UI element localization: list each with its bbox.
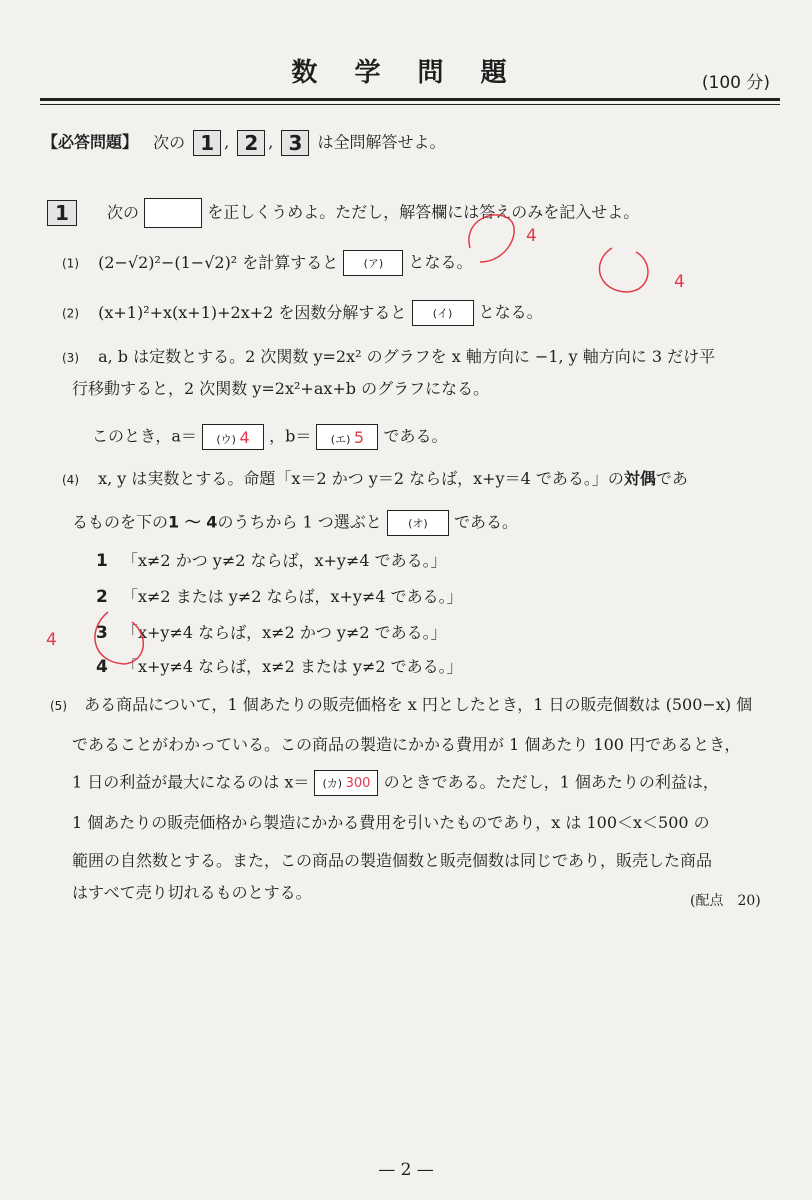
answer-box-u-label: (ウ) [216,433,236,446]
q1-number: (1) [62,256,79,271]
q5-line4: 1 個あたりの販売価格から製造にかかる費用を引いたものであり，x は 100＜x＜500 の [72,813,710,832]
handwritten-answer-x: 300 [345,776,371,791]
intro-post: を正しくうめよ。ただし，解答欄には答えのみを記入せよ。 [207,202,640,222]
q3-line3-pre: このとき，a＝ [92,426,197,446]
q3-line2: 行移動すると，2 次関数 y=2x²+ax+b のグラフになる。 [72,379,490,398]
q1-text: (2−√2)²−(1−√2)² を計算すると [98,252,339,272]
answer-box-o[interactable]: (オ) [387,510,449,536]
score-mark-q4: 4 [46,630,57,650]
answer-box-e-label: (エ) [330,433,351,446]
q5-line5: 範囲の自然数とする。また，この商品の製造個数と販売個数は同じであり，販売した商品 [72,851,713,870]
section-1-number: 1 [47,200,77,226]
q4-line1-post: であ [655,469,688,488]
q3-mid: ，b＝ [269,426,312,446]
q2-post: となる。 [478,302,543,322]
option-2-number: 2 [96,587,108,607]
page-number: — 2 — [378,1160,434,1180]
instruction-sep1: , [224,132,230,152]
answer-box-a[interactable]: (ア) [343,250,403,276]
page-title: 数 学 問 題 [291,58,521,88]
answer-box-i[interactable]: (イ) [412,300,474,326]
q5-line3-pre: 1 日の利益が最大になるのは x＝ [72,772,310,792]
score-mark-q1: 4 [526,226,537,246]
problem-box-1: 1 [193,130,221,156]
score-mark-q2: 4 [674,272,685,292]
q5-line3-post: のときである。ただし，1 個あたりの利益は， [383,772,719,792]
check-circle-q4 [95,612,143,664]
option-1-number: 1 [96,551,108,571]
option-4-text: 「x+y≠4 ならば，x≠2 または y≠2 である。」 [122,657,463,676]
q3-number: (3) [62,351,79,365]
q5-number: (5) [50,699,67,713]
q3-line1: a, b は定数とする。2 次関数 y=2x² のグラフを x 軸方向に −1, y 軸方向に 3 だけ平 [98,347,716,366]
handwritten-answer-b: 5 [353,428,365,447]
score-note: (配点 20) [690,893,761,909]
answer-box-ka-label: (カ) [322,777,343,790]
q4-number: (4) [62,473,79,487]
q3-post: である。 [383,426,448,446]
option-1-text: 「x≠2 かつ y≠2 ならば，x+y≠4 である。」 [122,551,447,570]
q4-range: 1 〜 4 [168,512,218,532]
check-circle-q1 [469,215,514,262]
option-2-text: 「x≠2 または y≠2 ならば，x+y≠4 である。」 [122,587,463,606]
option-4-number: 4 [96,657,108,677]
intro-pre: 次の [107,202,140,222]
option-3-number: 3 [96,623,108,643]
q2-number: (2) [62,306,79,321]
problem-box-2: 2 [237,130,265,156]
q4-line1-pre: x, y は実数とする。命題「x＝2 かつ y＝2 ならば，x+y＝4 である。」の [98,469,624,488]
option-3-text: 「x+y≠4 ならば，x≠2 かつ y≠2 である。」 [122,623,447,642]
check-circle-q2 [599,248,648,292]
q4-line2-post: である。 [453,512,518,532]
required-label: 【必答問題】 [42,132,139,152]
q5-line6: はすべて売り切れるものとする。 [72,883,312,902]
problem-box-3: 3 [281,130,309,156]
time-limit: (100 分) [701,73,770,93]
instruction-sep2: , [268,132,274,152]
q1-post: となる。 [408,252,473,272]
q5-line2: であることがわかっている。この商品の製造にかかる費用が 1 個あたり 100 円であるとき， [72,735,741,754]
instruction-post: は全問解答せよ。 [317,132,446,152]
q4-line2-mid: のうちから 1 つ選ぶと [217,512,382,532]
instruction-pre: 次の [153,132,186,152]
q4-line2-pre: るものを下の [72,512,169,532]
q2-text: (x+1)²+x(x+1)+2x+2 を因数分解すると [98,302,407,322]
q4-keyword: 対偶 [623,469,656,488]
handwritten-answer-a: 4 [239,428,250,447]
q5-line1: ある商品について，1 個あたりの販売価格を x 円としたとき，1 日の販売個数は (500−x) 個 [84,695,753,714]
